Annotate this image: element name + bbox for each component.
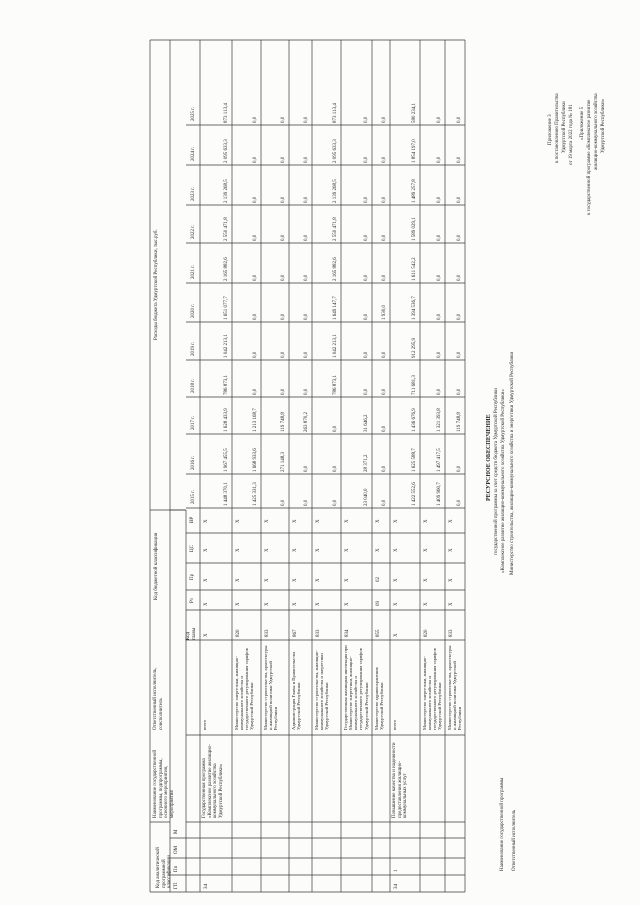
row-kod-glavy: 820: [236, 629, 241, 637]
row-executor: Министерство строительства, архитектуры и жилищной политики Удмуртской Республики: [447, 645, 463, 730]
year-header: 2019 г.: [191, 342, 196, 356]
row-value: 0,0: [437, 313, 442, 320]
kod-glavy-header: Код главы: [186, 627, 197, 640]
row-value: 31 646,2: [364, 414, 369, 432]
row-value: 0,0: [457, 116, 462, 123]
row-vr: Х: [394, 519, 399, 523]
row-cs: Х: [316, 548, 321, 552]
row-vr: Х: [424, 519, 429, 523]
row-cs: Х: [236, 548, 241, 552]
row-executor: Администрация Главы и Правительства Удмуртской Республики: [291, 651, 302, 730]
row-value: 0,0: [364, 274, 369, 281]
row-name: Повышение качества и надежности предоставления жилищно-коммунальных услуг: [392, 742, 409, 818]
row-pr: Х: [394, 578, 399, 582]
row-vr: Х: [316, 519, 321, 523]
row-value: 0,0: [457, 313, 462, 320]
row-value: 0,0: [304, 313, 309, 320]
row-executor: Министерство здравоохранения Удмуртской Республики: [374, 667, 385, 730]
row-value: 2 095 633,3: [333, 139, 338, 163]
row-value: 0,0: [437, 351, 442, 358]
row-value: 0,0: [253, 388, 258, 395]
om-header: ОМ: [174, 845, 179, 854]
m-header: М: [174, 829, 179, 834]
row-value: 0,0: [281, 274, 286, 281]
row-vr: Х: [449, 519, 454, 523]
row-value: 0,0: [364, 388, 369, 395]
rz-header: Рз: [190, 598, 195, 603]
row-kod-glavy: Х: [204, 633, 209, 637]
row-pr: Х: [265, 578, 270, 582]
row-executor: Министерство строительства, жилищно-коммунального хозяйства и энергетики Удмуртской Республики: [314, 650, 330, 730]
year-header: 2022 г.: [191, 225, 196, 239]
row-value: 0,0: [457, 234, 462, 241]
row-value: 0,0: [304, 234, 309, 241]
row-value: 0,0: [304, 388, 309, 395]
row-value: 873 113,4: [224, 103, 229, 123]
row-value: 1 967 455,5: [224, 448, 229, 472]
sub-appendix-line: «Приложение 5: [580, 106, 585, 140]
row-value: 0,0: [333, 499, 338, 506]
row-pr: Х: [449, 578, 454, 582]
row-value: 0,0: [304, 196, 309, 203]
row-value: 2 095 633,3: [224, 139, 229, 163]
year-header: 2015 г.: [191, 490, 196, 504]
row-value: 1 611 542,2: [412, 257, 417, 281]
row-vr: Х: [293, 519, 298, 523]
row-value: 1 668 933,6: [253, 448, 258, 472]
row-value: 0,0: [304, 274, 309, 281]
row-value: 1 628 433,9: [224, 408, 229, 432]
row-rz: Х: [293, 602, 298, 606]
year-header: 2025 г.: [191, 107, 196, 121]
year-header: 2017 г.: [191, 416, 196, 430]
row-vr: Х: [376, 519, 381, 523]
row-value: 0,0: [253, 116, 258, 123]
row-value: 0,0: [253, 274, 258, 281]
row-value: 0,0: [457, 274, 462, 281]
row-pr: Х: [424, 578, 429, 582]
title-line-3: «Комплексное развитие жилищно-коммунального хозяйства Удмуртской Республики»: [501, 389, 506, 573]
row-value: 711 681,3: [412, 375, 417, 395]
row-vr: Х: [204, 519, 209, 523]
row-cs: Х: [449, 548, 454, 552]
row-executor: Министерство энергетики, жилищно-коммунального хозяйства и государственного регулирования тарифов Удмуртской Республики: [234, 648, 255, 730]
row-value: 1 409 960,7: [437, 482, 442, 506]
row-cs: Х: [345, 548, 350, 552]
row-value: 1 497 417,5: [437, 448, 442, 472]
row-value: 28 371,2: [364, 454, 369, 472]
appendix-line: к постановлению Правительства: [555, 93, 560, 163]
expenses-header: Расходы бюджета Удмуртской Республики, тыс.руб.: [154, 229, 159, 340]
row-vr: Х: [265, 519, 270, 523]
row-value: 2 165 882,6: [333, 257, 338, 281]
row-value: 0,0: [457, 465, 462, 472]
row-value: 119 748,8: [281, 412, 286, 432]
row-value: 0,0: [457, 196, 462, 203]
row-value: 1 854 197,0: [412, 139, 417, 163]
row-value: 0,0: [364, 351, 369, 358]
row-value: 2 165 882,6: [224, 257, 229, 281]
row-cs: Х: [376, 548, 381, 552]
row-rz: Х: [345, 602, 350, 606]
row-cs: Х: [424, 548, 429, 552]
row-value: 0,0: [364, 156, 369, 163]
row-value: 2 139 268,5: [224, 179, 229, 203]
row-value: 0,0: [382, 465, 387, 472]
row-value: 0,0: [437, 234, 442, 241]
row-value: 0,0: [457, 351, 462, 358]
row-value: 23 040,0: [364, 488, 369, 506]
row-value: 0,0: [437, 116, 442, 123]
row-value: 0,0: [382, 196, 387, 203]
row-pr: Х: [345, 578, 350, 582]
row-kod-glavy: 820: [424, 629, 429, 637]
page-title: РЕСУРСНОЕ ОБЕСПЕЧЕНИЕ: [486, 414, 492, 501]
row-value: 580 234,1: [412, 103, 417, 123]
year-header: 2016 г.: [191, 456, 196, 470]
row-value: 0,0: [382, 425, 387, 432]
row-value: 0,0: [253, 234, 258, 241]
row-value: 0,0: [382, 499, 387, 506]
program-name-label: Наименование государственной программы: [500, 777, 505, 871]
row-rz: Х: [204, 602, 209, 606]
row-kod-glavy: Х: [394, 633, 399, 637]
gp-header: ГП: [174, 882, 179, 889]
sub-appendix-line: Удмуртской Республики»: [601, 98, 606, 153]
row-pr: Х: [293, 578, 298, 582]
row-pr: Х: [204, 578, 209, 582]
row-value: 1 448 370,1: [224, 482, 229, 506]
row-value: 263 870,2: [304, 412, 309, 432]
row-value: 1 589 029,1: [412, 217, 417, 241]
title-line-4: Министерство строительства, жилищно-коммунального хозяйства и энергетики Удмуртской Республики: [510, 351, 515, 575]
row-value: 0,0: [253, 351, 258, 358]
row-value: 1 321 393,8: [437, 408, 442, 432]
row-value: 873 113,4: [333, 103, 338, 123]
row-value: 0,0: [281, 388, 286, 395]
row-executor: Государственная жилищная инспекция при Министерстве энергетики, жилищно-коммунального хозяйства и государственного регулирования тарифов Удмуртской Республики: [343, 645, 369, 730]
row-pp: 1: [394, 869, 399, 872]
row-value: 0,0: [437, 388, 442, 395]
row-cs: Х: [394, 548, 399, 552]
row-value: 0,0: [382, 388, 387, 395]
row-value: 0,0: [382, 116, 387, 123]
pp-header: Пп: [174, 865, 179, 872]
row-value: 0,0: [281, 234, 286, 241]
row-cs: Х: [293, 548, 298, 552]
cs-header: ЦС: [190, 545, 195, 552]
row-pr: 02: [376, 577, 381, 582]
analytic-code-header: Код аналитической программной классификации: [156, 847, 173, 888]
title-line-2: государственной программы за счет средств бюджета Удмуртской Республики: [494, 388, 499, 555]
row-value: 0,0: [281, 351, 286, 358]
row-rz: 09: [376, 601, 381, 606]
row-value: 119 748,8: [457, 412, 462, 432]
row-value: 271 148,3: [281, 452, 286, 472]
row-value: 0,0: [281, 196, 286, 203]
row-executor: Министерство строительства, архитектуры и жилищной политики Удмуртской Республики: [263, 645, 279, 730]
row-value: 912 295,9: [412, 338, 417, 358]
row-value: 0,0: [457, 388, 462, 395]
row-value: 0,0: [382, 156, 387, 163]
row-value: 1 489 257,8: [412, 179, 417, 203]
row-cs: Х: [204, 548, 209, 552]
row-value: 0,0: [382, 351, 387, 358]
row-value: 1 930,0: [382, 305, 387, 320]
row-rz: Х: [265, 602, 270, 606]
appendix-line: Приложение 3: [548, 114, 553, 145]
row-value: 0,0: [281, 116, 286, 123]
row-value: 2 139 268,5: [333, 179, 338, 203]
budget-code-header: Код бюджетной классификации: [154, 532, 159, 600]
row-value: 2 550 471,8: [224, 217, 229, 241]
row-rz: Х: [394, 602, 399, 606]
row-value: 0,0: [333, 425, 338, 432]
row-gp: 34: [204, 884, 209, 889]
year-header: 2024 г.: [191, 147, 196, 161]
row-value: 1 042 213,1: [224, 334, 229, 358]
row-kod-glavy: 833: [265, 629, 270, 637]
sub-appendix-line: жилищно-коммунального хозяйства: [594, 93, 599, 170]
row-rz: Х: [424, 602, 429, 606]
row-kod-glavy: 833: [449, 629, 454, 637]
row-value: 1 425 331,3: [253, 482, 258, 506]
row-value: 0,0: [437, 274, 442, 281]
vr-header: ВР: [190, 516, 195, 523]
row-value: 0,0: [253, 156, 258, 163]
row-kod-glavy: 833: [316, 629, 321, 637]
row-pr: Х: [236, 578, 241, 582]
executor-column-header: Ответственный исполнитель, соисполнитель: [153, 667, 164, 730]
row-vr: Х: [236, 519, 241, 523]
row-value: 1 649 147,7: [333, 296, 338, 320]
row-value: 0,0: [437, 196, 442, 203]
row-value: 0,0: [281, 313, 286, 320]
row-value: 0,0: [382, 274, 387, 281]
row-value: 1 651 077,7: [224, 296, 229, 320]
sub-appendix-line: к государственной программе «Комплексное развитие: [587, 99, 592, 215]
row-kod-glavy: 855: [376, 629, 381, 637]
row-value: 0,0: [457, 499, 462, 506]
row-value: 0,0: [253, 196, 258, 203]
row-value: 1 625 588,7: [412, 448, 417, 472]
row-rz: Х: [316, 602, 321, 606]
row-name: Государственная программа «Комплексное развитие жилищно-коммунального хозяйства Удмуртской Республики»: [202, 744, 224, 818]
row-value: 1 042 213,1: [333, 334, 338, 358]
row-value: 0,0: [304, 465, 309, 472]
row-value: 1 394 536,7: [412, 296, 417, 320]
pr-header: Пр: [190, 573, 195, 580]
row-value: 0,0: [281, 499, 286, 506]
row-value: 0,0: [304, 116, 309, 123]
row-value: 0,0: [333, 465, 338, 472]
row-value: 0,0: [457, 156, 462, 163]
row-value: 1 422 552,6: [412, 482, 417, 506]
row-value: 1 213 168,7: [253, 408, 258, 432]
row-value: 786 873,1: [333, 375, 338, 395]
row-kod-glavy: 834: [345, 629, 350, 637]
row-value: 0,0: [304, 499, 309, 506]
appendix-line: от 19 марта 2022 года № 181: [569, 104, 574, 165]
row-value: 2 550 471,8: [333, 217, 338, 241]
row-kod-glavy: 867: [293, 629, 298, 637]
row-value: 0,0: [253, 313, 258, 320]
row-value: 1 436 676,9: [412, 408, 417, 432]
row-value: 0,0: [382, 234, 387, 241]
row-gp: 34: [394, 884, 399, 889]
year-header: 2021 г.: [191, 265, 196, 279]
row-value: 0,0: [364, 196, 369, 203]
row-value: 0,0: [364, 116, 369, 123]
row-value: 0,0: [304, 156, 309, 163]
row-value: 0,0: [304, 351, 309, 358]
row-rz: Х: [236, 602, 241, 606]
row-vr: Х: [345, 519, 350, 523]
row-executor: Министерство энергетики, жилищно-коммунального хозяйства и государственного регулирования тарифов Удмуртской Республики: [422, 648, 443, 730]
executor-label: Ответственный исполнитель: [512, 809, 517, 871]
row-executor: всего: [202, 719, 207, 730]
row-cs: Х: [265, 548, 270, 552]
row-value: 0,0: [364, 313, 369, 320]
row-value: 786 873,1: [224, 375, 229, 395]
row-executor: всего: [392, 719, 397, 730]
year-header: 2018 г.: [191, 379, 196, 393]
name-column-header: Наименование государственной программы, подпрограммы, основного мероприятия, мероприятия: [153, 749, 175, 818]
row-value: 0,0: [364, 234, 369, 241]
row-rz: Х: [449, 602, 454, 606]
row-value: 0,0: [281, 156, 286, 163]
year-header: 2023 г.: [191, 187, 196, 201]
appendix-line: Удмуртской Республики: [562, 101, 567, 153]
row-pr: Х: [316, 578, 321, 582]
year-header: 2020 г.: [191, 304, 196, 318]
row-value: 0,0: [437, 156, 442, 163]
